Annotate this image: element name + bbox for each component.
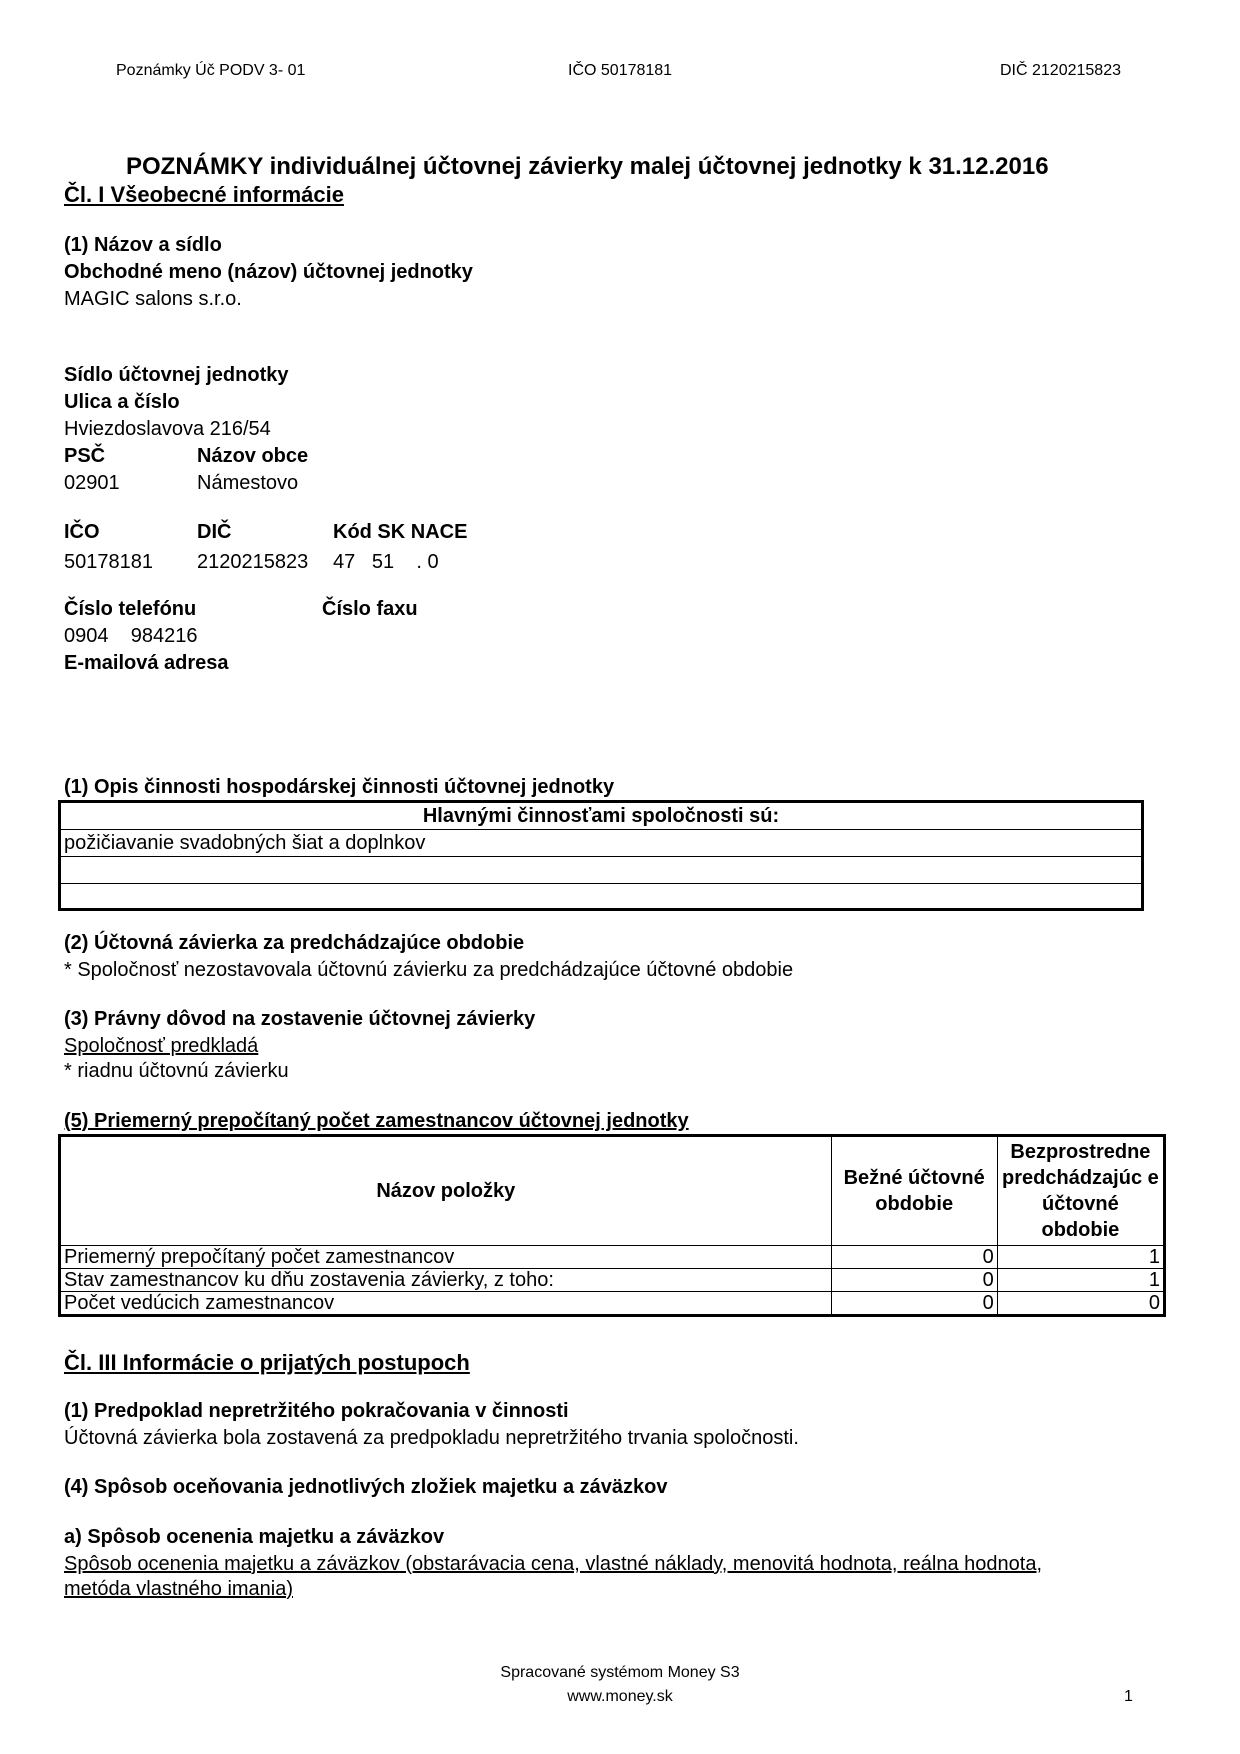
legal-reason-text: * riadnu účtovnú závierku <box>64 1060 289 1082</box>
phone-value: 0904 984216 <box>64 625 198 647</box>
row-label: Stav zamestnancov ku dňu zostavenia závierky, z toho: <box>60 1269 832 1292</box>
ico-label: IČO <box>64 521 100 543</box>
page-title: POZNÁMKY individuálnej účtovnej závierky malej účtovnej jednotky k 31.12.2016 <box>126 153 1049 180</box>
header-form-code: Poznámky Úč PODV 3- 01 <box>116 62 306 79</box>
business-name: MAGIC salons s.r.o. <box>64 288 242 310</box>
nace-value: 47 51 . 0 <box>333 551 439 573</box>
employees-table <box>58 1134 1166 1317</box>
section1-heading: Čl. I Všeobecné informácie <box>64 182 344 207</box>
table-row <box>60 1269 1165 1292</box>
col-previous-header: Bezprostredne predchádzajúc e účtovné obdobie <box>997 1136 1164 1246</box>
dic-value: 2120215823 <box>197 551 309 573</box>
fax-label: Číslo faxu <box>322 598 418 620</box>
page-number: 1 <box>1124 1688 1133 1705</box>
legal-reason-heading: (3) Právny dôvod na zostavenie účtovnej závierky <box>64 1008 536 1030</box>
town-value: Námestovo <box>197 472 299 494</box>
email-label: E-mailová adresa <box>64 652 229 674</box>
activities-table <box>58 800 1144 911</box>
valuation-a-line1: Spôsob ocenenia majetku a záväzkov (obstarávacia cena, vlastné náklady, menovitá hodnota, reálna hodnota, <box>64 1553 1043 1575</box>
valuation-a-line2: metóda vlastného imania) <box>64 1578 294 1600</box>
row-label: Priemerný prepočítaný počet zamestnancov <box>60 1246 832 1269</box>
street-label: Ulica a číslo <box>64 391 180 413</box>
town-label: Názov obce <box>197 445 309 467</box>
activity-row: požičiavanie svadobných šiat a doplnkov <box>60 830 1143 857</box>
activities-heading: (1) Opis činnosti hospodárskej činnosti účtovnej jednotky <box>64 776 615 798</box>
table-row <box>60 830 1143 857</box>
business-name-label: Obchodné meno (názov) účtovnej jednotky <box>64 261 473 283</box>
employees-heading: (5) Priemerný prepočítaný počet zamestnancov účtovnej jednotky <box>64 1110 689 1132</box>
legal-reason-underlined: Spoločnosť predkladá <box>64 1035 259 1057</box>
continuity-heading: (1) Predpoklad nepretržitého pokračovania v činnosti <box>64 1400 569 1422</box>
row-previous-value: 0 <box>997 1292 1164 1316</box>
row-previous-value: 1 <box>997 1246 1164 1269</box>
name-seat-heading: (1) Názov a sídlo <box>64 234 222 256</box>
table-row <box>60 1136 1165 1246</box>
footer-url: www.money.sk <box>567 1688 673 1705</box>
section3-heading: Čl. III Informácie o prijatých postupoch <box>64 1350 470 1375</box>
activity-row <box>60 884 1143 910</box>
header-ico: IČO 50178181 <box>568 62 673 79</box>
table-row <box>60 1246 1165 1269</box>
header-dic: DIČ 2120215823 <box>1000 62 1121 79</box>
row-label: Počet vedúcich zamestnancov <box>60 1292 832 1316</box>
table-row <box>60 1292 1165 1316</box>
psc-label: PSČ <box>64 445 106 467</box>
table-row <box>60 884 1143 910</box>
street-value: Hviezdoslavova 216/54 <box>64 418 271 440</box>
activity-row <box>60 857 1143 884</box>
valuation-a-heading: a) Spôsob ocenenia majetku a záväzkov <box>64 1526 445 1548</box>
phone-label: Číslo telefónu <box>64 598 197 620</box>
ico-value: 50178181 <box>64 551 153 573</box>
table-row <box>60 802 1143 830</box>
prev-period-text: * Spoločnosť nezostavovala účtovnú závierku za predchádzajúce účtovné obdobie <box>64 959 794 981</box>
activities-table-header: Hlavnými činnosťami spoločnosti sú: <box>60 802 1143 830</box>
footer-software: Spracované systémom Money S3 <box>500 1664 740 1681</box>
row-previous-value: 1 <box>997 1269 1164 1292</box>
seat-label: Sídlo účtovnej jednotky <box>64 364 289 386</box>
psc-value: 02901 <box>64 472 120 494</box>
row-current-value: 0 <box>831 1292 997 1316</box>
row-current-value: 0 <box>831 1246 997 1269</box>
col-current-header: Bežné účtovné obdobie <box>831 1136 997 1246</box>
continuity-text: Účtovná závierka bola zostavená za predpokladu nepretržitého trvania spoločnosti. <box>64 1427 799 1449</box>
col-name-header: Názov položky <box>60 1136 832 1246</box>
dic-label: DIČ <box>197 521 232 543</box>
row-current-value: 0 <box>831 1269 997 1292</box>
table-row <box>60 857 1143 884</box>
valuation-heading: (4) Spôsob oceňovania jednotlivých zložiek majetku a záväzkov <box>64 1476 668 1498</box>
prev-period-heading: (2) Účtovná závierka za predchádzajúce obdobie <box>64 932 525 954</box>
nace-label: Kód SK NACE <box>333 521 468 543</box>
